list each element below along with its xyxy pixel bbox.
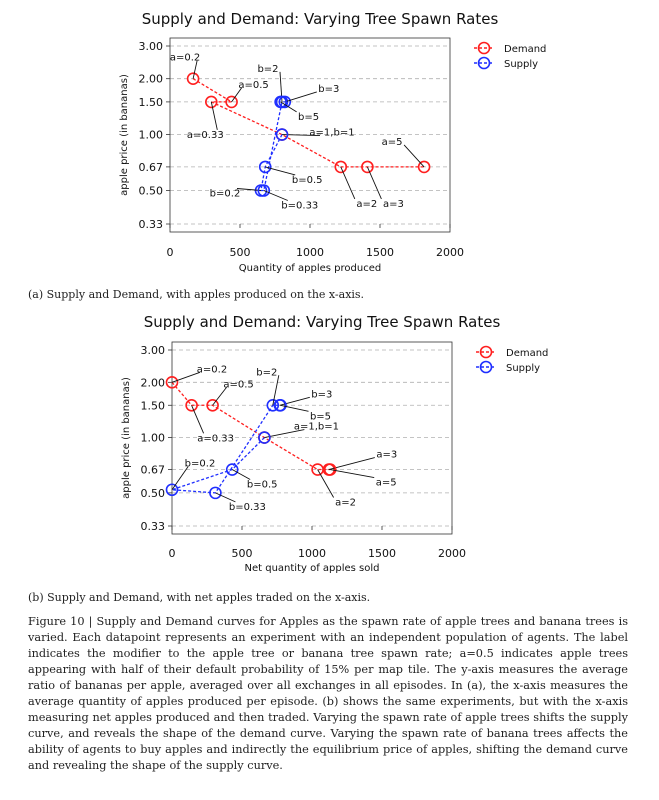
chart-title: Supply and Demand: Varying Tree Spawn Rates (141, 10, 499, 28)
y-tick-label: 3.00 (138, 40, 163, 53)
y-tick-label: 2.00 (138, 72, 163, 86)
y-tick-label: 1.00 (138, 128, 163, 142)
chart-b (0, 305, 659, 580)
caption-b: (b) Supply and Demand, with net apples traded on the x-axis. (28, 591, 371, 604)
annotation-leader (192, 405, 204, 433)
annotation-leader (404, 145, 424, 167)
annotation-label: b=0.5 (291, 174, 323, 186)
annotation-label: b=0.33 (228, 501, 266, 513)
supply-line (261, 102, 285, 191)
x-tick-label: 1500 (366, 246, 394, 259)
annotation-leader (367, 167, 381, 199)
annotation-label: b=5 (309, 411, 332, 423)
annotation-label: a=0.33 (186, 129, 224, 141)
y-tick-label: 2.00 (140, 376, 165, 390)
annotation-label: b=2 (257, 63, 279, 75)
annotation-label: a=2 (335, 497, 357, 509)
annotation-label: b=0.5 (246, 479, 278, 491)
annotation-label: a=5 (381, 136, 403, 148)
annotation-label: a=1,b=1 (293, 421, 339, 433)
y-tick-label: 3.00 (140, 344, 165, 357)
legend-label: Demand (506, 348, 549, 359)
y-tick-label: 0.67 (140, 463, 165, 477)
x-tick-label: 0 (168, 547, 176, 560)
annotation-label: a=2 (356, 198, 378, 210)
x-tick-label: 0 (166, 246, 174, 259)
annotation-label: b=0.33 (281, 200, 319, 212)
x-tick-label: 2000 (438, 547, 466, 560)
y-tick-label: 0.50 (138, 184, 163, 198)
y-tick-label: 0.67 (138, 160, 163, 174)
x-axis-label: Net quantity of apples sold (244, 563, 380, 574)
annotation-label: b=0.2 (184, 458, 216, 470)
y-tick-label: 0.33 (140, 520, 165, 533)
annotation-label: a=3 (382, 198, 404, 210)
x-tick-label: 1000 (296, 246, 324, 259)
annotation-label: b=0.2 (209, 188, 241, 200)
y-axis-label: apple price (in bananas) (121, 377, 132, 499)
y-tick-label: 1.00 (140, 431, 165, 445)
annotation-label: a=0.2 (196, 364, 228, 376)
annotation-label: a=0.2 (169, 52, 201, 64)
legend-label: Supply (504, 59, 539, 70)
y-tick-label: 1.50 (138, 95, 163, 109)
annotation-label: a=0.5 (223, 379, 254, 391)
annotation-label: a=0.33 (197, 433, 234, 445)
caption-a: (a) Supply and Demand, with apples produced on the x-axis. (28, 288, 365, 301)
annotation-label: b=3 (311, 389, 333, 401)
annotation-leader (330, 470, 374, 478)
x-axis-label: Quantity of apples produced (238, 263, 382, 274)
x-tick-label: 500 (231, 547, 253, 560)
annotation-leader (285, 92, 317, 102)
annotation-label: a=3 (376, 449, 398, 461)
x-tick-label: 2000 (436, 246, 464, 259)
legend-label: Demand (504, 44, 547, 55)
chart-a (0, 0, 659, 282)
annotation-label: a=5 (375, 477, 397, 489)
x-tick-label: 1500 (368, 547, 396, 560)
x-tick-label: 500 (229, 246, 251, 259)
y-axis-label: apple price (in bananas) (119, 74, 130, 196)
x-tick-label: 1000 (298, 547, 326, 560)
annotation-label: b=3 (318, 83, 340, 95)
annotation-label: b=2 (256, 367, 278, 379)
annotation-label: a=1,b=1 (309, 127, 355, 139)
annotation-label: a=0.5 (238, 79, 269, 91)
annotation-leader (341, 167, 355, 199)
figure-caption: Figure 10 | Supply and Demand curves for Apples as the spawn rate of apple trees and banana trees is varied. Each datapoint represents an experiment with an independent population of agents. The label indicates the modifier to the apple tree or banana tree spawn rate; a=0.5 indicates apple trees appearing with half of their default probability of 15% per map tile. The y-axis measures the average ratio of bananas per apple, averaged over all exchanges in all episodes. In (a), the x-axis measures the average quantity of apples produced per episode. (b) shows the same experiments, but with the x-axis measuring net apples produced and then traded. Varying the spawn rate of apple trees shifts the supply curve, and reveals the shape of the demand curve. Varying the spawn rate of banana trees affects the ability of agents to buy apples and indirectly the equilibrium price of apples, shifting the demand curve and revealing the shape of the supply curve. (28, 615, 628, 772)
chart-title: Supply and Demand: Varying Tree Spawn Rates (143, 313, 501, 331)
annotation-label: b=5 (298, 111, 320, 123)
y-tick-label: 0.33 (138, 218, 163, 231)
annotation-leader (172, 467, 188, 490)
y-tick-label: 0.50 (140, 486, 165, 500)
y-tick-label: 1.50 (140, 399, 165, 413)
legend-label: Supply (506, 363, 541, 374)
